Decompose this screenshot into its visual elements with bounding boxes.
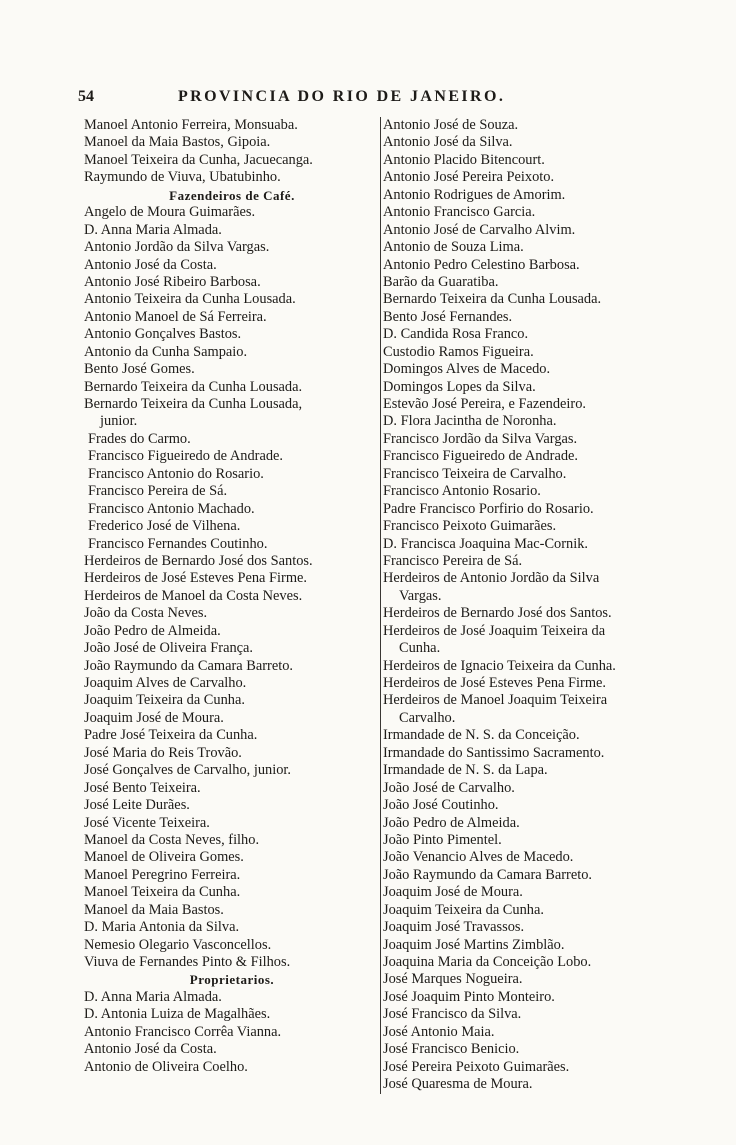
- list-entry: Manoel de Oliveira Gomes.: [84, 849, 244, 866]
- list-entry: D. Maria Antonia da Silva.: [84, 919, 240, 936]
- list-entry: Bernardo Teixeira da Cunha Lousada,: [84, 396, 303, 412]
- page-header: [78, 88, 574, 110]
- list-entry: D. Flora Jacintha de Noronha.: [383, 413, 557, 430]
- list-entry: José Vicente Teixeira.: [84, 814, 210, 831]
- list-entry: Frades do Carmo.: [88, 430, 191, 447]
- list-entry: Angelo de Moura Guimarães.: [84, 204, 256, 221]
- list-entry: Antonio José de Souza.: [383, 117, 519, 133]
- list-entry: Francisco Figueiredo de Andrade.: [383, 448, 579, 465]
- list-entry: Manoel Teixeira da Cunha.: [84, 884, 241, 901]
- list-entry: Joaquim José de Moura.: [383, 884, 523, 901]
- list-entry: Antonio Manoel de Sá Ferreira.: [84, 308, 267, 325]
- list-entry: Herdeiros de José Esteves Pena Firme.: [383, 675, 606, 691]
- list-entry: Padre Francisco Porfirio do Rosario.: [383, 500, 594, 517]
- list-entry: Barão da Guaratiba.: [383, 273, 499, 290]
- list-entry: José Marques Nogueira.: [383, 971, 523, 988]
- list-entry: José Gonçalves de Carvalho, junior.: [84, 762, 292, 779]
- list-entry: Joaquina Maria da Conceição Lobo.: [383, 954, 592, 970]
- page-number: 54: [78, 88, 94, 105]
- list-entry: Antonio da Cunha Sampaio.: [84, 343, 248, 360]
- list-entry: Antonio Francisco Garcia.: [383, 204, 536, 221]
- section-heading: Fazendeiros de Café.: [169, 187, 295, 203]
- list-entry: D. Francisca Joaquina Mac-Cornik.: [383, 535, 589, 552]
- list-entry: D. Anna Maria Almada.: [84, 988, 222, 1005]
- list-entry: Francisco Pereira de Sá.: [88, 483, 228, 500]
- section-heading: Proprietarios.: [189, 972, 275, 988]
- list-entry: Antonio Teixeira da Cunha Lousada.: [84, 291, 296, 308]
- list-entry: D. Candida Rosa Franco.: [383, 326, 529, 343]
- list-entry: Manoel da Maia Bastos, Gipoia.: [84, 134, 271, 151]
- list-entry: Bernardo Teixeira da Cunha Lousada.: [383, 291, 602, 308]
- list-entry: Herdeiros de Bernardo José dos Santos.: [84, 552, 313, 569]
- list-entry: Herdeiros de Manoel da Costa Neves.: [84, 587, 303, 604]
- list-entry: Antonio Gonçalves Bastos.: [84, 326, 242, 343]
- list-entry: Manoel da Maia Bastos.: [84, 901, 224, 918]
- list-entry: Domingos Alves de Macedo.: [383, 361, 551, 378]
- left-column: [84, 117, 380, 1076]
- list-entry: junior.: [100, 413, 138, 430]
- list-entry: Frederico José de Vilhena.: [88, 518, 241, 535]
- list-entry: Herdeiros de Antonio Jordão da Silva: [383, 570, 600, 587]
- running-title: PROVINCIA DO RIO DE JANEIRO.: [178, 88, 506, 105]
- list-entry: João Venancio Alves de Macedo.: [383, 849, 574, 866]
- list-entry: Joaquim Alves de Carvalho.: [84, 675, 247, 691]
- list-entry: Manoel da Costa Neves, filho.: [84, 831, 260, 848]
- list-entry: João José de Carvalho.: [383, 779, 515, 796]
- list-entry: Herdeiros de José Joaquim Teixeira da: [383, 622, 606, 639]
- list-entry: Antonio José Ribeiro Barbosa.: [84, 273, 261, 290]
- list-entry: Nemesio Olegario Vasconcellos.: [84, 936, 272, 953]
- list-entry: José Joaquim Pinto Monteiro.: [383, 988, 555, 1005]
- list-entry: Joaquim José de Moura.: [84, 709, 224, 726]
- list-entry: Padre José Teixeira da Cunha.: [84, 727, 258, 744]
- list-entry: Joaquim José Travassos.: [383, 919, 525, 936]
- list-entry: Francisco Antonio Machado.: [88, 500, 255, 517]
- list-entry: Antonio Jordão da Silva Vargas.: [84, 239, 270, 256]
- right-column: [380, 117, 675, 1094]
- list-entry: Herdeiros de José Esteves Pena Firme.: [84, 570, 307, 587]
- list-entry: Custodio Ramos Figueira.: [383, 343, 534, 360]
- list-entry: Antonio José Pereira Peixoto.: [383, 169, 555, 186]
- list-entry: José Bento Teixeira.: [84, 779, 201, 796]
- list-entry: Manoel Antonio Ferreira, Monsuaba.: [84, 117, 298, 133]
- list-entry: Francisco Figueiredo de Andrade.: [88, 448, 284, 465]
- list-entry: Francisco Antonio Rosario.: [383, 483, 541, 500]
- list-entry: João Raymundo da Camara Barreto.: [383, 866, 593, 883]
- list-entry: Antonio José da Costa.: [84, 256, 217, 273]
- list-entry: Antonio José da Silva.: [383, 134, 513, 151]
- list-entry: Manoel Peregrino Ferreira.: [84, 866, 241, 883]
- list-entry: João da Costa Neves.: [84, 605, 208, 622]
- list-entry: Irmandade de N. S. da Conceição.: [383, 727, 580, 744]
- list-entry: José Francisco Benicio.: [383, 1041, 520, 1058]
- list-entry: Joaquim José Martins Zimblão.: [383, 936, 565, 953]
- list-entry: Estevão José Pereira, e Fazendeiro.: [383, 396, 586, 412]
- list-entry: João José Coutinho.: [383, 797, 499, 814]
- list-entry: Antonio Placido Bitencourt.: [383, 151, 545, 168]
- list-entry: Antonio de Souza Lima.: [383, 239, 524, 256]
- list-entry: Vargas.: [399, 587, 442, 604]
- list-entry: Herdeiros de Ignacio Teixeira da Cunha.: [383, 657, 616, 674]
- list-entry: Antonio Rodrigues de Amorim.: [383, 186, 566, 203]
- list-entry: José Francisco da Silva.: [383, 1006, 522, 1023]
- list-entry: José Maria do Reis Trovão.: [84, 744, 242, 761]
- list-entry: Francisco Antonio do Rosario.: [88, 465, 264, 482]
- list-entry: Joaquim Teixeira da Cunha.: [383, 901, 544, 918]
- list-entry: José Pereira Peixoto Guimarães.: [383, 1058, 570, 1075]
- list-entry: Antonio de Oliveira Coelho.: [84, 1058, 248, 1075]
- list-entry: Francisco Jordão da Silva Vargas.: [383, 430, 578, 447]
- list-entry: Cunha.: [399, 640, 441, 657]
- list-entry: João José de Oliveira França.: [84, 640, 254, 657]
- list-entry: João Pedro de Almeida.: [383, 814, 520, 831]
- list-entry: Herdeiros de Manoel Joaquim Teixeira: [383, 692, 608, 709]
- list-entry: Viuva de Fernandes Pinto & Filhos.: [84, 954, 291, 970]
- list-entry: Bernardo Teixeira da Cunha Lousada.: [84, 378, 303, 395]
- list-entry: Joaquim Teixeira da Cunha.: [84, 692, 245, 709]
- list-entry: Raymundo de Viuva, Ubatubinho.: [84, 169, 281, 186]
- list-entry: Francisco Peixoto Guimarães.: [383, 518, 557, 535]
- list-entry: José Leite Durães.: [84, 797, 190, 814]
- list-entry: D. Anna Maria Almada.: [84, 221, 222, 238]
- list-entry: Irmandade de N. S. da Lapa.: [383, 762, 548, 779]
- list-entry: Antonio Pedro Celestino Barbosa.: [383, 256, 580, 273]
- list-entry: Manoel Teixeira da Cunha, Jacuecanga.: [84, 151, 313, 168]
- list-entry: João Pedro de Almeida.: [84, 622, 221, 639]
- list-entry: Francisco Pereira de Sá.: [383, 552, 523, 569]
- list-entry: Carvalho.: [399, 709, 456, 726]
- list-entry: Bento José Gomes.: [84, 361, 195, 378]
- list-entry: D. Antonia Luiza de Magalhães.: [84, 1006, 271, 1023]
- list-entry: José Quaresma de Moura.: [383, 1076, 533, 1093]
- list-entry: Herdeiros de Bernardo José dos Santos.: [383, 605, 612, 622]
- list-entry: Antonio José de Carvalho Alvim.: [383, 221, 576, 238]
- list-entry: Francisco Teixeira de Carvalho.: [383, 465, 567, 482]
- list-entry: Bento José Fernandes.: [383, 308, 513, 325]
- list-entry: Irmandade do Santissimo Sacramento.: [383, 744, 605, 761]
- list-entry: Francisco Fernandes Coutinho.: [88, 535, 268, 552]
- list-entry: João Raymundo da Camara Barreto.: [84, 657, 294, 674]
- list-entry: José Antonio Maia.: [383, 1023, 495, 1040]
- list-entry: Antonio José da Costa.: [84, 1041, 217, 1058]
- list-entry: João Pinto Pimentel.: [383, 831, 502, 848]
- list-entry: Domingos Lopes da Silva.: [383, 378, 536, 395]
- list-entry: Antonio Francisco Corrêa Vianna.: [84, 1023, 282, 1040]
